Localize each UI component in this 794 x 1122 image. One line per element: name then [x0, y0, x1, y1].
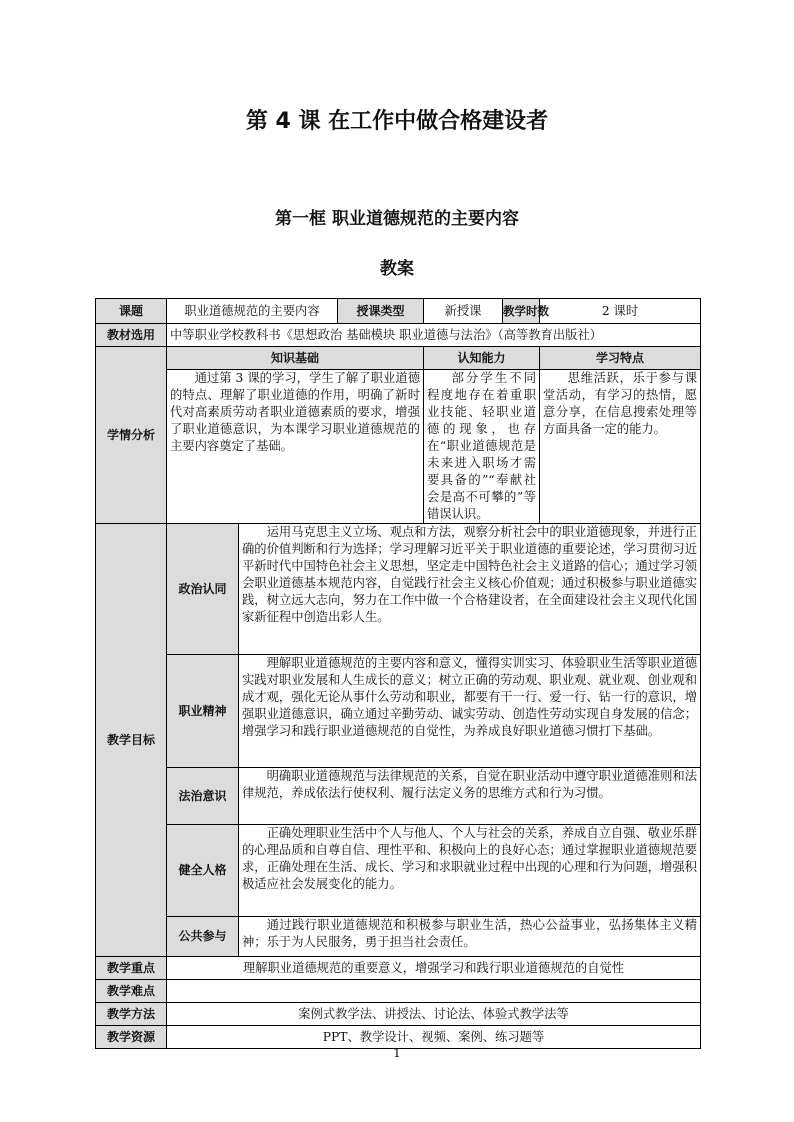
student-analysis-label: 学情分析	[96, 347, 167, 524]
key-point-label: 教学重点	[96, 957, 167, 980]
difficulty-row	[96, 980, 701, 1003]
methods-value: 案例式教学法、讲授法、讨论法、体验式教学法等	[167, 1003, 701, 1026]
teaching-objectives-label: 教学目标	[96, 524, 167, 957]
textbook-label: 教材选用	[96, 324, 167, 347]
key-point-row	[96, 957, 701, 980]
objective-row	[96, 524, 701, 655]
objective-text-political-identity: 运用马克思主义立场、观点和方法，观察分析社会中的职业道德现象，并进行正确的价值判断和行为选择；学习理解习近平关于职业道德的重要论述，学习贯彻习近平新时代中国特色社会主义思想，坚定走中国特色社会主义道路的信心；通过学习领会职业道德基本规范内容，自觉践行社会主义核心价值观；通过积极参与职业道德实践，树立远大志向，努力在工作中做一个合格建设者，在全面建设社会主义现代化国家新征程中创造出彩人生。	[239, 524, 701, 655]
knowledge-base-text: 通过第 3 课的学习，学生了解了职业道德的特点、理解了职业道德的作用，明确了新时代对高素质劳动者职业道德素质的要求，增强了职业道德意识，为本课学习职业道德规范的主要内容奠定了基础。	[167, 370, 424, 524]
lesson-type-value: 新授课	[424, 299, 503, 324]
teaching-hours-value: 2 课时	[540, 299, 701, 324]
cognitive-ability-text: 部分学生不同程度地存在着重职业技能、轻职业道德的现象，也存在“职业道德规范是未来进入职场才需要具备的”“奉献社会是高不可攀的”等错误认识。	[424, 370, 540, 524]
objective-name-public-participation: 公共参与	[167, 917, 239, 957]
objective-name-professional-spirit: 职业精神	[167, 655, 239, 768]
objective-name-legal-awareness: 法治意识	[167, 768, 239, 825]
analysis-content-row	[96, 370, 701, 524]
difficulty-value	[167, 980, 701, 1003]
objective-text-legal-awareness: 明确职业道德规范与法律规范的关系，自觉在职业活动中遵守职业道德准则和法律规范，养成依法行使权利、履行法定义务的思维方式和行为习惯。	[239, 768, 701, 825]
difficulty-label: 教学难点	[96, 980, 167, 1003]
key-point-value: 理解职业道德规范的重要意义，增强学习和践行职业道德规范的自觉性	[167, 957, 701, 980]
section-title: 第一框 职业道德规范的主要内容	[275, 209, 519, 229]
page-number: 1	[393, 1046, 401, 1060]
methods-label: 教学方法	[96, 1003, 167, 1026]
objective-row	[96, 655, 701, 768]
resources-label: 教学资源	[96, 1026, 167, 1049]
lesson-plan-table	[95, 298, 701, 1049]
teaching-hours-label: 教学时数	[503, 299, 540, 324]
resources-value: PPT、教学设计、视频、案例、练习题等	[167, 1026, 701, 1049]
topic-row	[96, 299, 701, 324]
objective-row	[96, 825, 701, 917]
learning-traits-text: 思维活跃，乐于参与课堂活动，有学习的热情，愿意分享，在信息搜索处理等方面具备一定的能力。	[540, 370, 701, 524]
lesson-type-label: 授课类型	[338, 299, 424, 324]
objective-text-sound-personality: 正确处理职业生活中个人与他人、个人与社会的关系，养成自立自强、敬业乐群的心理品质和自尊自信、理性平和、积极向上的良好心态；通过掌握职业道德规范要求，正确处理在生活、成长、学习和求职就业过程中出现的心理和行为问题，增强积极适应社会发展变化的能力。	[239, 825, 701, 917]
objective-name-sound-personality: 健全人格	[167, 825, 239, 917]
textbook-row	[96, 324, 701, 347]
lesson-title: 第 4 课 在工作中做合格建设者	[245, 109, 549, 134]
analysis-header-row	[96, 347, 701, 370]
methods-row	[96, 1003, 701, 1026]
header-cognitive-ability: 认知能力	[424, 347, 540, 370]
objective-text-professional-spirit: 理解职业道德规范的主要内容和意义，懂得实训实习、体验职业生活等职业道德实践对职业发展和人生成长的意义；树立正确的劳动观、职业观、就业观、创业观和成才观，强化无论从事什么劳动和职业，都要有干一行、爱一行、钻一行的意识，增强职业道德意识，确立通过辛勤劳动、诚实劳动、创造性劳动实现自身发展的信念；增强学习和践行职业道德规范的自觉性，为养成良好职业道德习惯打下基础。	[239, 655, 701, 768]
objective-row	[96, 768, 701, 825]
topic-label: 课题	[96, 299, 167, 324]
objective-text-public-participation: 通过践行职业道德规范和积极参与职业生活，热心公益事业，弘扬集体主义精神；乐于为人民服务，勇于担当社会责任。	[239, 917, 701, 957]
header-learning-traits: 学习特点	[540, 347, 701, 370]
textbook-value: 中等职业学校教科书《思想政治 基础模块 职业道德与法治》（高等教育出版社）	[167, 324, 701, 347]
objective-row	[96, 917, 701, 957]
objective-name-political-identity: 政治认同	[167, 524, 239, 655]
document-type-title: 教案	[380, 259, 414, 279]
header-knowledge-base: 知识基础	[167, 347, 424, 370]
topic-value: 职业道德规范的主要内容	[167, 299, 338, 324]
